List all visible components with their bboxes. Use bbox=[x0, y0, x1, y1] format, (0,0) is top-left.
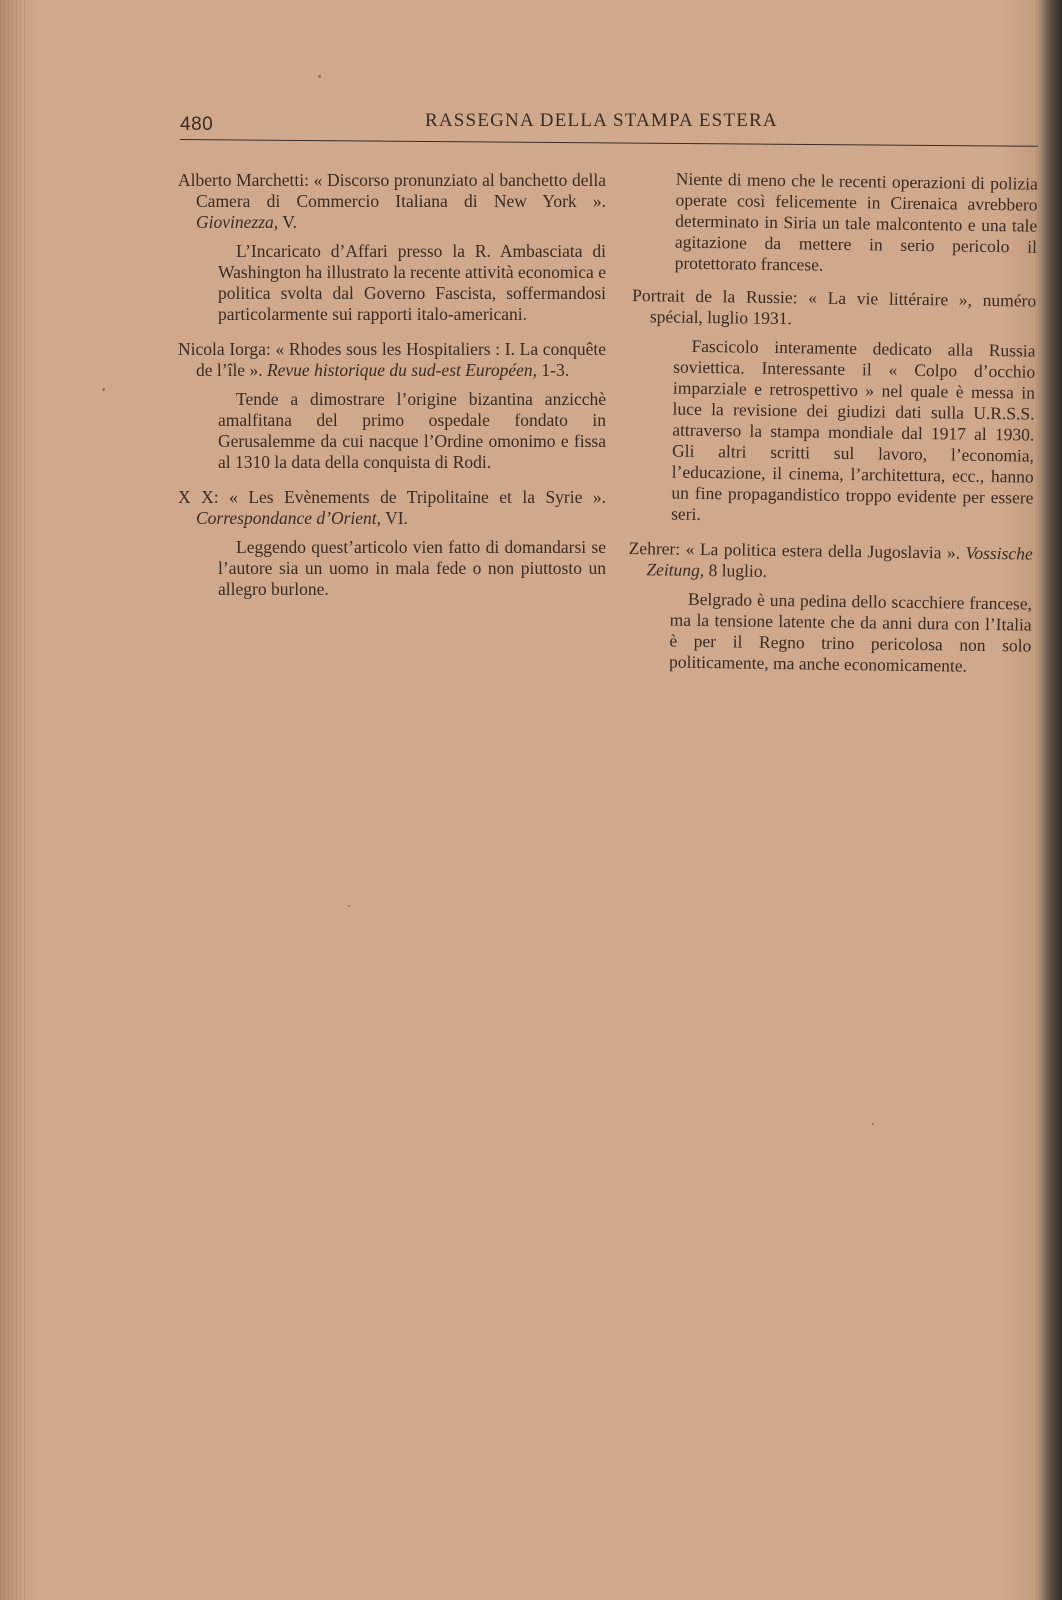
entry-details: numéro spécial, luglio 1931. bbox=[649, 289, 1037, 329]
entry-source: Correspondance d’Orient, bbox=[196, 508, 382, 528]
paper-speck bbox=[318, 75, 321, 78]
entry-summary: Fascicolo interamente dedicato alla Russia soviettica. Interessante il « Colpo d’occhio imparziale e retrospettivo » nel quale è messa in luce la revisione dei giudizi dati sulla U.R.S.S. attraverso la stampa mondiale dal 1917 al 1930. Gli altri scritti sul lavoro, l’economia, l’educazione, il cinema, l’architettura, ecc., hanno un fine propagandistico troppo evidente per essere seri. bbox=[671, 335, 1036, 524]
entry-author: Nicola Iorga bbox=[178, 339, 266, 359]
bibliographic-entry: Nicola Iorga: « Rhodes sous les Hospitaliers : I. La conquête de l’île ». Revue historique du sud-est Européen, 1-3. bbox=[178, 339, 606, 380]
entry-summary: Leggendo quest’articolo vien fatto di domandarsi se l’autore sia un uomo in mala fede o non piuttosto un allegro burlone. bbox=[218, 537, 606, 599]
paper-speck bbox=[348, 905, 350, 907]
entry-summary: Tende a dimostrare l’origine bizantina anzicchè amalfitana del primo ospedale fondato in Gerusalemme da cui nacque l’Ordine omonimo e fissa al 1310 la data della conquista di Rodi. bbox=[218, 389, 606, 472]
entry-source: Revue historique du sud-est Européen, bbox=[266, 360, 538, 380]
entry-title: « Les Evènements de Tripolitaine et la Syrie ». bbox=[229, 487, 606, 507]
entry-title: « La vie littéraire », bbox=[808, 287, 973, 310]
entry-title: « Rhodes sous les Hospitaliers : I. La conquête de l’île ». bbox=[196, 339, 606, 380]
entry-source: Giovinezza, bbox=[196, 212, 279, 232]
entry-author: Portrait de la Russie bbox=[632, 284, 793, 308]
entry-author: X X bbox=[178, 487, 214, 507]
paper-speck bbox=[102, 388, 105, 391]
entry-details: 8 luglio. bbox=[708, 560, 768, 581]
bibliographic-entry: Portrait de la Russie: « La vie littéraire », numéro spécial, luglio 1931. bbox=[632, 284, 1037, 329]
running-title: RASSEGNA DELLA STAMPA ESTERA bbox=[425, 110, 778, 131]
page-edge-shadow bbox=[1042, 0, 1062, 1600]
bibliographic-entry: Alberto Marchetti: « Discorso pronunziato al banchetto della Camera di Commercio Italiana di New York ». Giovinezza, V. bbox=[178, 170, 606, 232]
entry-details: V. bbox=[282, 212, 297, 232]
entry-details: 1-3. bbox=[541, 360, 570, 380]
page-number: 480 bbox=[180, 114, 214, 135]
entry-summary: Belgrado è una pedina dello scacchiere francese, ma la tensione latente che da anni dura con l’Italia è per il Regno trino pericolosa non solo politicamente, ma anche economicamente. bbox=[668, 588, 1033, 676]
entry-details: VI. bbox=[385, 508, 408, 528]
header-rule bbox=[180, 139, 1038, 147]
entry-source: Vossische Zeitung, bbox=[646, 542, 1033, 581]
bibliographic-entry: Zehrer: « La politica estera della Jugoslavia ». Vossische Zeitung, 8 luglio. bbox=[628, 537, 1033, 581]
entry-title: « Discorso pronunziato al banchetto della Camera di Commercio Italiana di New York ». bbox=[196, 170, 606, 211]
continued-summary: Niente di meno che le recenti operazioni di polizia operate così felicemente in Cirenaica avrebbero determinato in Siria un tale malcontento e una tale agitazione da mettere in serio pericolo il protettorato francese. bbox=[674, 168, 1038, 275]
paper-speck bbox=[872, 1123, 874, 1125]
right-column bbox=[627, 168, 1038, 692]
entry-title: « La politica estera della Jugoslavia ». bbox=[685, 538, 961, 563]
entry-author: Alberto Marchetti bbox=[178, 170, 305, 190]
left-column bbox=[178, 170, 606, 614]
page-spine-shadow bbox=[0, 0, 26, 1600]
entry-summary: L’Incaricato d’Affari presso la R. Ambasciata di Washington ha illustrato la recente attività economica e politica svolta dal Governo Fascista, soffermandosi particolarmente sui rapporti italo-americani. bbox=[218, 241, 606, 324]
bibliographic-entry: X X: « Les Evènements de Tripolitaine et la Syrie ». Correspondance d’Orient, VI. bbox=[178, 487, 606, 528]
entry-author: Zehrer bbox=[628, 537, 676, 559]
